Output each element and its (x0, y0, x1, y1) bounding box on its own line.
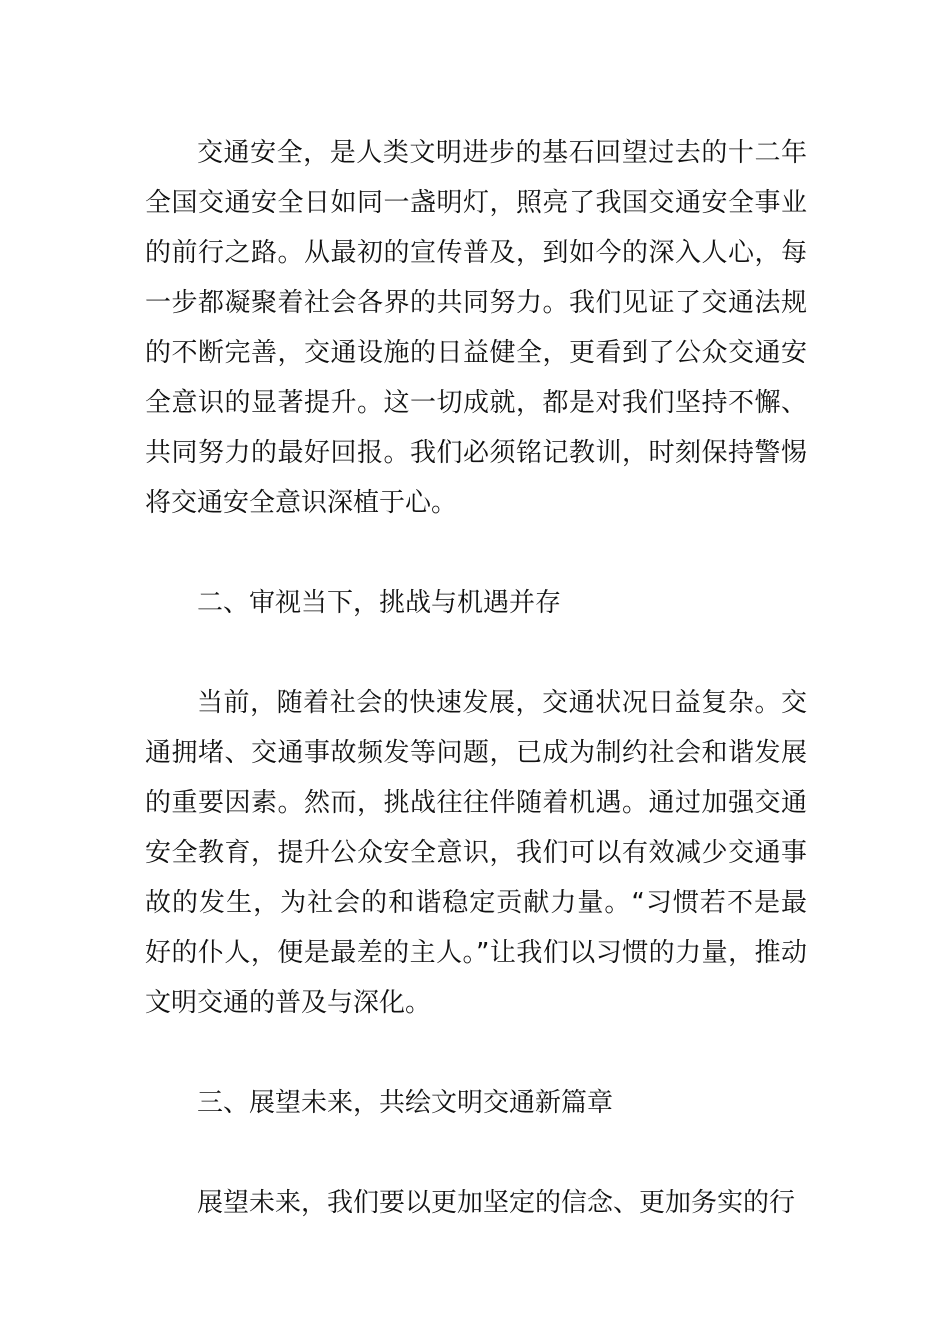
paragraph-3: 展望未来，我们要以更加坚定的信念、更加务实的行 (197, 1188, 796, 1218)
paragraph-2: 当前，随着社会的快速发展，交通状况日益复杂。交通拥堵、交通事故频发等问题，已成为制约社会和谐发展的重要因素。然而，挑战往往伴随着机遇。通过加强交通安全教育，提升公众安全意识，我们可以有效减少交通事故的发生，为社会的和谐稳定贡献力量。“习惯若不是最好的仆人，便是最差的主人。”让我们以习惯的力量，推动文明交通的普及与深化。 (145, 688, 807, 1018)
paragraph-1: 交通安全，是人类文明进步的基石回望过去的十二年全国交通安全日如同一盏明灯，照亮了我国交通安全事业的前行之路。从最初的宣传普及，到如今的深入人心，每一步都凝聚着社会各界的共同努力。我们见证了交通法规的不断完善，交通设施的日益健全，更看到了公众交通安全意识的显著提升。这一切成就，都是对我们坚持不懈、共同努力的最好回报。我们必须铭记教训，时刻保持警惕将交通安全意识深植于心。 (145, 138, 807, 518)
section-heading-2: 二、审视当下，挑战与机遇并存 (197, 588, 562, 618)
document-page (145, 128, 807, 1228)
section-heading-3: 三、展望未来，共绘文明交通新篇章 (197, 1088, 614, 1118)
